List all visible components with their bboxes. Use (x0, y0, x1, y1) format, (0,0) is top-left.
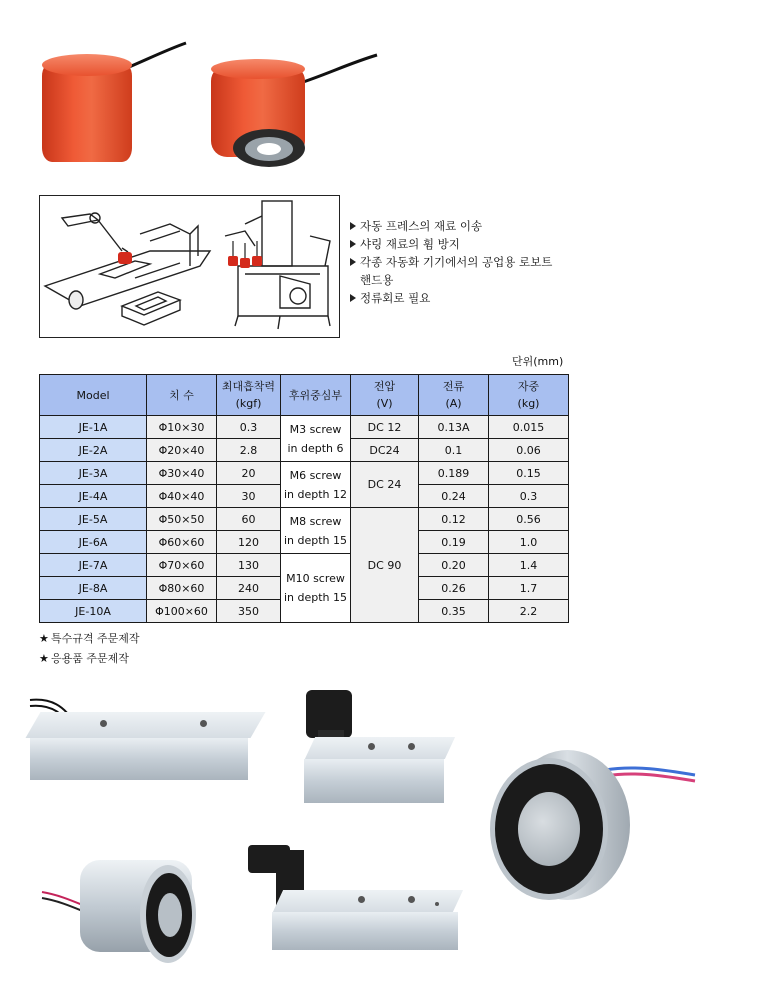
feature-item: 자동 프레스의 재료 이송 (348, 217, 588, 235)
cell-dimension: Φ10×30 (147, 416, 217, 439)
cell-weight: 0.015 (489, 416, 569, 439)
feature-item: 샤링 재료의 휨 방지 (348, 235, 588, 253)
cell-weight: 0.15 (489, 462, 569, 485)
triangle-bullet-icon (350, 240, 356, 248)
feature-item: 각종 자동화 기기에서의 공업용 로보트 (348, 253, 588, 271)
cell-current: 0.26 (419, 577, 489, 600)
star-icon: ★ (39, 652, 49, 665)
application-diagram (39, 195, 340, 338)
photo-red-magnet-1 (36, 40, 196, 170)
cell-force: 20 (217, 462, 281, 485)
cell-voltage: DC 24 (351, 462, 419, 508)
cell-current: 0.20 (419, 554, 489, 577)
cell-dimension: Φ100×60 (147, 600, 217, 623)
cell-mount: M3 screw in depth 6 (281, 416, 351, 462)
cell-current: 0.189 (419, 462, 489, 485)
cell-mount: M10 screw in depth 15 (281, 554, 351, 623)
photo-round-magnet-face (485, 740, 700, 910)
cell-current: 0.12 (419, 508, 489, 531)
triangle-bullet-icon (350, 294, 356, 302)
photo-red-magnet-2 (205, 45, 385, 175)
cell-voltage: DC 90 (351, 508, 419, 623)
cell-dimension: Φ50×50 (147, 508, 217, 531)
cell-model: JE-1A (40, 416, 147, 439)
feature-list (348, 217, 588, 307)
cell-model: JE-6A (40, 531, 147, 554)
cell-current: 0.24 (419, 485, 489, 508)
col-header-mount: 후위중심부 (281, 375, 351, 416)
cell-weight: 1.4 (489, 554, 569, 577)
cell-model: JE-8A (40, 577, 147, 600)
photo-bar-magnet-connector (298, 685, 458, 805)
cell-model: JE-10A (40, 600, 147, 623)
cell-force: 2.8 (217, 439, 281, 462)
spec-table (39, 374, 569, 623)
cell-current: 0.19 (419, 531, 489, 554)
cell-weight: 0.06 (489, 439, 569, 462)
cell-force: 120 (217, 531, 281, 554)
note-custom-spec: ★ 특수규격 주문제작 (39, 632, 140, 645)
cell-current: 0.13A (419, 416, 489, 439)
cell-dimension: Φ30×40 (147, 462, 217, 485)
cell-voltage: DC 12 (351, 416, 419, 439)
cell-mount: M8 screw in depth 15 (281, 508, 351, 554)
cell-force: 0.3 (217, 416, 281, 439)
cell-mount: M6 screw in depth 12 (281, 462, 351, 508)
photo-round-magnet-wired (40, 855, 210, 970)
cell-dimension: Φ70×60 (147, 554, 217, 577)
photo-bar-magnet-tall-connector (240, 840, 470, 955)
table-row (40, 416, 569, 439)
table-header-row (40, 375, 569, 416)
photo-bar-magnet-wired (25, 690, 265, 790)
cell-dimension: Φ40×40 (147, 485, 217, 508)
note-custom-application: ★ 응용품 주문제작 (39, 652, 129, 665)
cell-current: 0.35 (419, 600, 489, 623)
cell-weight: 1.0 (489, 531, 569, 554)
feature-item: 정류회로 필요 (348, 289, 588, 307)
cell-weight: 1.7 (489, 577, 569, 600)
cell-force: 30 (217, 485, 281, 508)
cell-model: JE-2A (40, 439, 147, 462)
cell-model: JE-5A (40, 508, 147, 531)
feature-item-continuation: 핸드용 (360, 273, 394, 287)
cell-force: 350 (217, 600, 281, 623)
table-row (40, 508, 569, 531)
star-icon: ★ (39, 632, 49, 645)
col-header-current: 전류 (A) (419, 375, 489, 416)
col-header-model: Model (40, 375, 147, 416)
col-header-voltage: 전압 (V) (351, 375, 419, 416)
cell-force: 130 (217, 554, 281, 577)
cell-voltage: DC24 (351, 439, 419, 462)
cell-model: JE-4A (40, 485, 147, 508)
unit-label: 단위(mm) (512, 355, 564, 368)
cell-model: JE-7A (40, 554, 147, 577)
col-header-dimension: 치 수 (147, 375, 217, 416)
cell-dimension: Φ20×40 (147, 439, 217, 462)
cell-weight: 0.56 (489, 508, 569, 531)
table-row (40, 462, 569, 485)
table-row (40, 554, 569, 577)
col-header-force: 최대흡착력 (kgf) (217, 375, 281, 416)
cell-dimension: Φ80×60 (147, 577, 217, 600)
cell-weight: 2.2 (489, 600, 569, 623)
cell-force: 60 (217, 508, 281, 531)
cell-dimension: Φ60×60 (147, 531, 217, 554)
cell-weight: 0.3 (489, 485, 569, 508)
col-header-weight: 자중 (kg) (489, 375, 569, 416)
triangle-bullet-icon (350, 258, 356, 266)
cell-force: 240 (217, 577, 281, 600)
cell-model: JE-3A (40, 462, 147, 485)
cell-current: 0.1 (419, 439, 489, 462)
triangle-bullet-icon (350, 222, 356, 230)
